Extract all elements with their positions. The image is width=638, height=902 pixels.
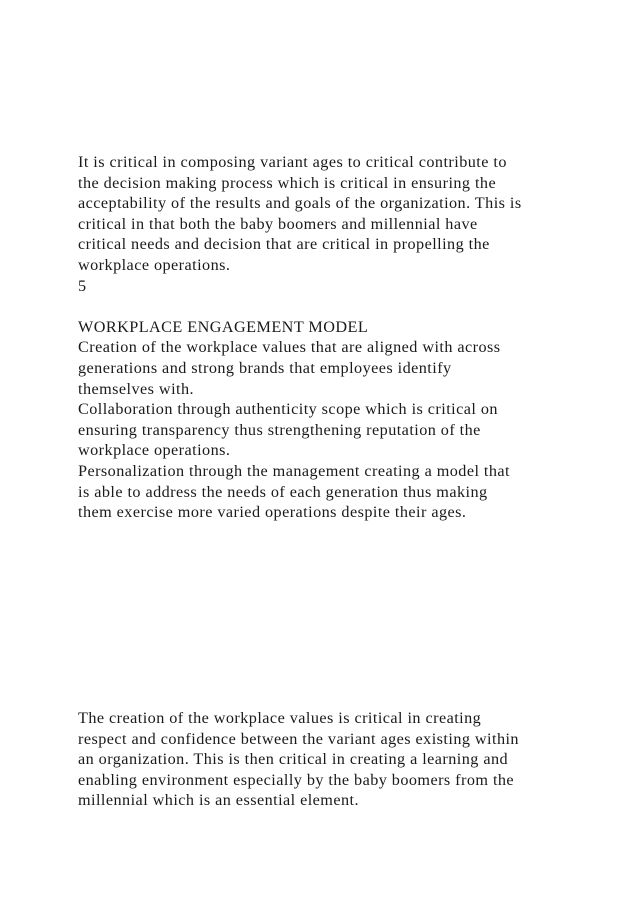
- closing-line: an organization. This is then critical in creating a learning and: [78, 750, 509, 769]
- model-line: generations and strong brands that employees identify: [78, 358, 452, 377]
- model-line: Creation of the workplace values that are aligned with across: [78, 338, 501, 357]
- intro-line: acceptability of the results and goals of the organization. This is: [78, 194, 522, 213]
- intro-line: workplace operations.: [78, 255, 231, 274]
- model-line: Personalization through the management creating a model that: [78, 461, 511, 480]
- closing-line: The creation of the workplace values is critical in creating: [78, 709, 482, 727]
- closing-line: respect and confidence between the variant ages existing within: [78, 729, 519, 748]
- document-body-top: [78, 152, 598, 523]
- intro-line: critical needs and decision that are critical in propelling the: [78, 235, 490, 254]
- intro-line: the decision making process which is critical in ensuring the: [78, 173, 497, 192]
- document-body-bottom: [78, 708, 598, 811]
- blank-line: [78, 296, 598, 317]
- intro-line: It is critical in composing variant ages to critical contribute to: [78, 153, 507, 171]
- intro-line: critical in that both the baby boomers and millennial have: [78, 214, 478, 233]
- model-line: workplace operations.: [78, 441, 231, 460]
- section-heading: WORKPLACE ENGAGEMENT MODEL: [78, 317, 369, 336]
- closing-line: enabling environment especially by the baby boomers from the: [78, 770, 515, 789]
- page-number: 5: [78, 276, 87, 295]
- model-line: is able to address the needs of each generation thus making: [78, 482, 488, 501]
- model-line: Collaboration through authenticity scope which is critical on: [78, 400, 498, 419]
- model-line: them exercise more varied operations despite their ages.: [78, 503, 467, 522]
- model-line: themselves with.: [78, 379, 194, 398]
- closing-line: millennial which is an essential element.: [78, 791, 359, 810]
- model-line: ensuring transparency thus strengthening reputation of the: [78, 420, 481, 439]
